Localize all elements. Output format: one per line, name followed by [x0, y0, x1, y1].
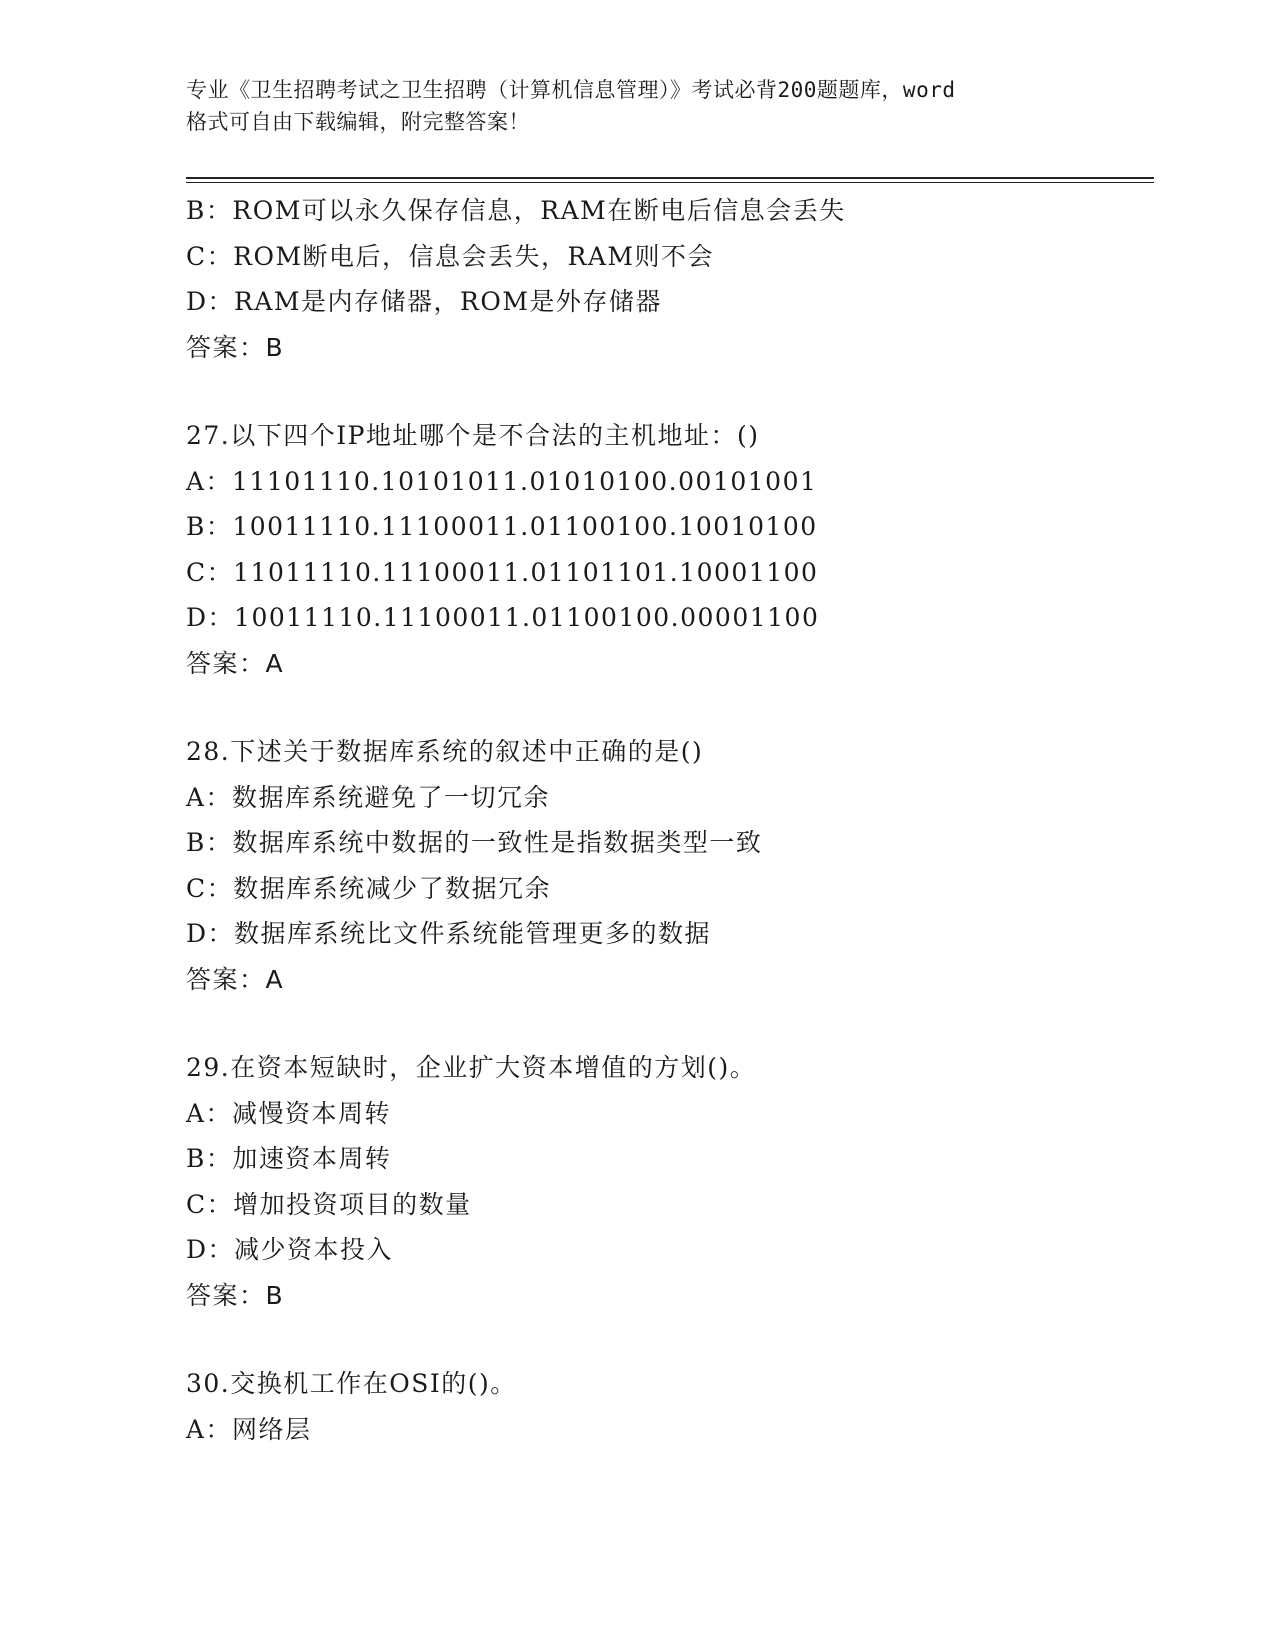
answer-line: 答案：B	[186, 332, 285, 362]
option-d: D：减少资本投入	[186, 1235, 394, 1264]
option-a: A：减慢资本周转	[186, 1098, 392, 1128]
option-b: B：10011110.11100011.01100100.10010100	[186, 512, 818, 541]
option-d: D：数据库系统比文件系统能管理更多的数据	[186, 919, 712, 948]
question-block-27	[186, 413, 1154, 686]
question-block-29	[186, 1045, 1154, 1318]
answer-line: 答案：A	[186, 964, 285, 994]
option-a: A：数据库系统避免了一切冗余	[186, 782, 551, 812]
header-rule-thin	[186, 182, 1154, 183]
question-stem: 29.在资本短缺时，企业扩大资本增值的方划()。	[186, 1053, 757, 1082]
option-d: D：10011110.11100011.01100100.00001100	[186, 603, 820, 632]
option-c: C：增加投资项目的数量	[186, 1189, 472, 1219]
answer-line: 答案：B	[186, 1280, 285, 1310]
header-rule-thick	[186, 177, 1154, 179]
option-b: B：数据库系统中数据的一致性是指数据类型一致	[186, 828, 763, 857]
option-c: C：11011110.11100011.01101101.10001100	[186, 557, 819, 587]
header-line-2: 格式可自由下载编辑，附完整答案！	[186, 110, 530, 134]
option-d: D：RAM是内存储器，ROM是外存储器	[186, 287, 662, 316]
option-b: B：ROM可以永久保存信息，RAM在断电后信息会丢失	[186, 196, 846, 225]
option-a: A：11101110.10101011.01010100.00101001	[186, 466, 818, 496]
option-c: C：ROM断电后，信息会丢失，RAM则不会	[186, 241, 715, 271]
option-a: A：网络层	[186, 1414, 312, 1444]
question-stem: 30.交换机工作在OSI的()。	[186, 1369, 517, 1398]
question-list	[186, 188, 1154, 1452]
answer-line: 答案：A	[186, 648, 285, 678]
question-stem: 28.下述关于数据库系统的叙述中正确的是()	[186, 737, 704, 766]
header-line-1: 专业《卫生招聘考试之卫生招聘（计算机信息管理）》考试必背200题题库，word	[186, 78, 956, 102]
question-block-26-continued	[186, 188, 1154, 370]
question-block-28	[186, 729, 1154, 1002]
question-stem: 27.以下四个IP地址哪个是不合法的主机地址：()	[186, 421, 760, 450]
document-header	[186, 74, 1106, 138]
option-c: C：数据库系统减少了数据冗余	[186, 873, 552, 903]
option-b: B：加速资本周转	[186, 1144, 392, 1173]
question-block-30	[186, 1361, 1154, 1452]
